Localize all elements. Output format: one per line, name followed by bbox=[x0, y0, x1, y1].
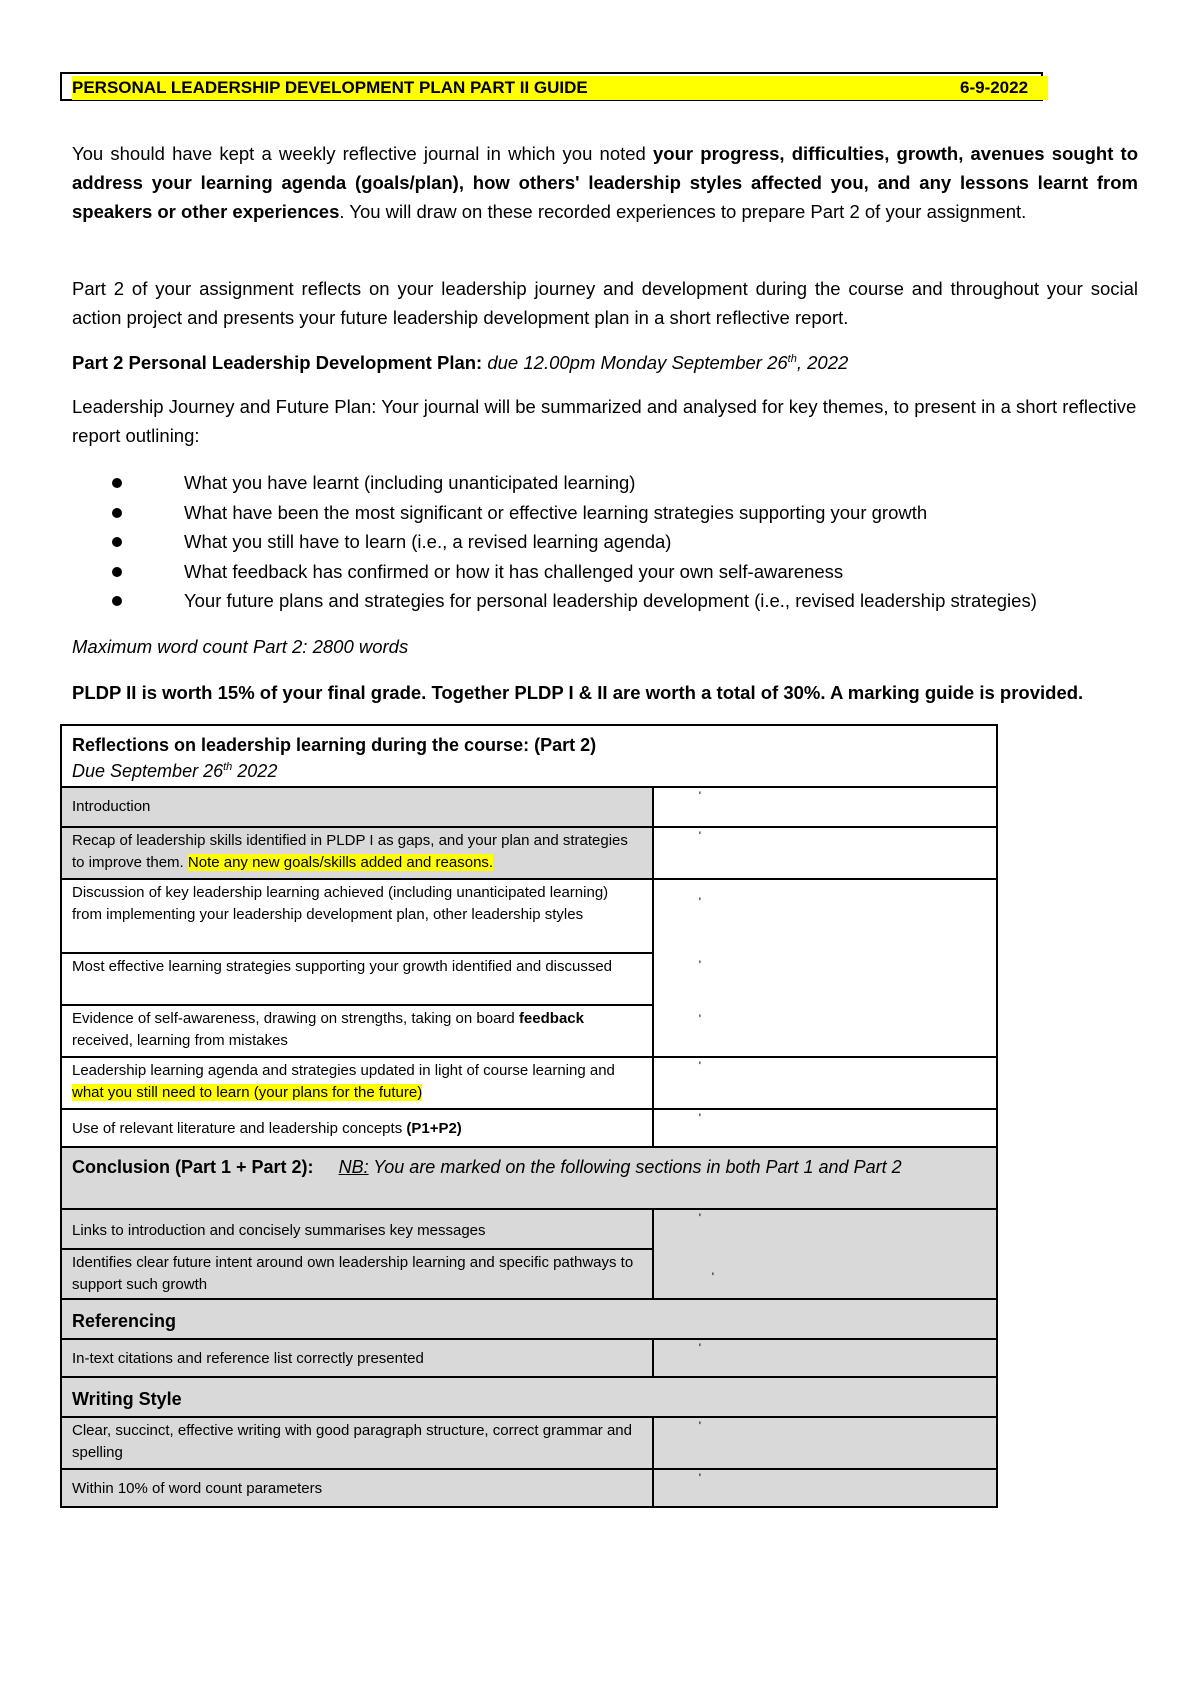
list-item bbox=[72, 586, 1162, 616]
criterion-text: Use of relevant literature and leadership concepts bbox=[72, 1120, 407, 1137]
section-due-text: Due September 26 bbox=[72, 761, 224, 781]
table-row bbox=[61, 953, 997, 1005]
list-item bbox=[72, 498, 1162, 528]
table-row bbox=[61, 1339, 997, 1377]
mark-glyph: ' bbox=[698, 1419, 702, 1433]
mark-glyph: ' bbox=[698, 829, 702, 843]
mark-glyph: ' bbox=[698, 958, 702, 972]
criterion-bold: (P1+P2) bbox=[406, 1120, 462, 1137]
bullet-icon bbox=[112, 508, 122, 518]
due-date-value: due 12.00pm Monday September 26 bbox=[482, 352, 788, 373]
mark-cell[interactable] bbox=[653, 1109, 997, 1147]
intro-paragraph-journal bbox=[72, 139, 1138, 226]
document-date: 6-9-2022 bbox=[828, 76, 1048, 100]
section-header-referencing: Referencing bbox=[61, 1299, 997, 1339]
bullet-icon bbox=[112, 567, 122, 577]
nb-label: NB: bbox=[338, 1157, 369, 1177]
bullet-icon bbox=[112, 537, 122, 547]
section-title: Reflections on leadership learning during the course: (Part 2) bbox=[72, 735, 597, 755]
criterion-cell bbox=[61, 1005, 653, 1057]
table-row bbox=[61, 879, 997, 953]
section-due-year: 2022 bbox=[232, 761, 278, 781]
criterion-text: Evidence of self-awareness, drawing on strengths, taking on board bbox=[72, 1010, 519, 1027]
criterion-cell: Clear, succinct, effective writing with good paragraph structure, correct grammar and spelling bbox=[61, 1417, 653, 1469]
mark-cell[interactable] bbox=[653, 1209, 997, 1249]
outline-bullet-list bbox=[72, 468, 1162, 616]
table-row bbox=[61, 725, 997, 787]
list-item-text: Your future plans and strategies for personal leadership development (i.e., revised leadership strategies) bbox=[184, 590, 1037, 611]
section-header-conclusion bbox=[61, 1147, 997, 1209]
mark-glyph: ' bbox=[698, 1471, 702, 1485]
criterion-cell: Most effective learning strategies supporting your growth identified and discussed bbox=[61, 953, 653, 1005]
marking-guide-table bbox=[60, 724, 998, 1508]
due-date-year: , 2022 bbox=[796, 352, 849, 373]
criterion-cell: Links to introduction and concisely summarises key messages bbox=[61, 1209, 653, 1249]
document-title: PERSONAL LEADERSHIP DEVELOPMENT PLAN PART II GUIDE bbox=[72, 76, 832, 100]
table-row bbox=[61, 1417, 997, 1469]
bullet-icon bbox=[112, 596, 122, 606]
section-due bbox=[72, 758, 986, 784]
table-row bbox=[61, 787, 997, 827]
mark-glyph: ' bbox=[698, 1012, 702, 1026]
list-item bbox=[72, 468, 1162, 498]
mark-cell[interactable] bbox=[653, 1249, 997, 1299]
mark-cell[interactable] bbox=[653, 1469, 997, 1507]
mark-cell[interactable] bbox=[653, 827, 997, 879]
criterion-cell: In-text citations and reference list correctly presented bbox=[61, 1339, 653, 1377]
table-row bbox=[61, 1109, 997, 1147]
list-item-text: What you have learnt (including unanticipated learning) bbox=[184, 472, 636, 493]
table-row bbox=[61, 1147, 997, 1209]
criterion-cell: Within 10% of word count parameters bbox=[61, 1469, 653, 1507]
mark-glyph: ' bbox=[698, 1341, 702, 1355]
list-item-text: What feedback has confirmed or how it has challenged your own self-awareness bbox=[184, 560, 844, 582]
criterion-cell: Discussion of key leadership learning achieved (including unanticipated learning) from implementing your leadership development plan, other leadership styles bbox=[61, 879, 653, 953]
mark-glyph: ' bbox=[698, 895, 702, 909]
mark-cell[interactable] bbox=[653, 953, 997, 1005]
grade-weight-note: PLDP II is worth 15% of your final grade. Together PLDP I & II are worth a total of 30%. A marking guide is provided. bbox=[72, 682, 1084, 703]
highlighted-note: Note any new goals/skills added and reasons. bbox=[187, 854, 494, 871]
section-header-writing-style: Writing Style bbox=[61, 1377, 997, 1417]
criterion-text-end: received, learning from mistakes bbox=[72, 1032, 288, 1049]
word-count-note: Maximum word count Part 2: 2800 words bbox=[72, 636, 409, 657]
bullet-icon bbox=[112, 478, 122, 488]
criterion-cell bbox=[61, 1109, 653, 1147]
mark-glyph: ' bbox=[711, 1270, 715, 1284]
criterion-cell: Introduction bbox=[61, 787, 653, 827]
mark-glyph: ' bbox=[698, 789, 702, 803]
table-row bbox=[61, 1057, 997, 1109]
table-row bbox=[61, 1469, 997, 1507]
table-row bbox=[61, 1005, 997, 1057]
mark-glyph: ' bbox=[698, 1211, 702, 1225]
mark-cell[interactable] bbox=[653, 1005, 997, 1057]
journey-paragraph: Leadership Journey and Future Plan: Your journal will be summarized and analysed for key themes, to present in a short reflective report outlining: bbox=[72, 396, 1137, 446]
list-item-text: What you still have to learn (i.e., a revised learning agenda) bbox=[184, 531, 672, 552]
table-row bbox=[61, 1299, 997, 1339]
list-item-text: What have been the most significant or effective learning strategies supporting your growth bbox=[184, 501, 928, 523]
document-header bbox=[60, 72, 1043, 101]
table-row bbox=[61, 1209, 997, 1249]
table-row bbox=[61, 827, 997, 879]
section-due-sup: th bbox=[223, 761, 233, 773]
section-title: Conclusion (Part 1 + Part 2): bbox=[72, 1157, 314, 1177]
criterion-text: Recap of leadership skills identified in PLDP I as gaps, and your plan and strategies to improve them. bbox=[72, 832, 628, 871]
due-date-label: Part 2 Personal Leadership Development Plan: bbox=[72, 352, 483, 373]
intro-p1-text: You should have kept a weekly reflective journal in which you noted bbox=[72, 143, 654, 164]
mark-cell[interactable] bbox=[653, 1057, 997, 1109]
list-item bbox=[72, 527, 1162, 557]
mark-glyph: ' bbox=[698, 1059, 702, 1073]
intro-p1-end: . You will draw on these recorded experiences to prepare Part 2 of your assignment. bbox=[339, 201, 1027, 222]
due-date-sup: th bbox=[787, 352, 797, 365]
mark-glyph: ' bbox=[698, 1111, 702, 1125]
criterion-text: Leadership learning agenda and strategies updated in light of course learning and bbox=[72, 1062, 615, 1079]
section-note: You are marked on the following sections in both Part 1 and Part 2 bbox=[368, 1157, 902, 1177]
list-item bbox=[72, 557, 1162, 587]
mark-cell[interactable] bbox=[653, 879, 997, 953]
table-row bbox=[61, 1377, 997, 1417]
criterion-cell bbox=[61, 1057, 653, 1109]
mark-cell[interactable] bbox=[653, 1417, 997, 1469]
highlighted-note: what you still need to learn (your plans for the future) bbox=[72, 1084, 423, 1101]
criterion-cell: Identifies clear future intent around own leadership learning and specific pathways to support such growth bbox=[61, 1249, 653, 1299]
criterion-bold: feedback bbox=[518, 1010, 584, 1027]
table-row bbox=[61, 1249, 997, 1299]
criterion-cell bbox=[61, 827, 653, 879]
intro-paragraph-part2: Part 2 of your assignment reflects on your leadership journey and development during the course and throughout your social action project and presents your future leadership development plan in a short reflective report. bbox=[72, 278, 1138, 328]
intro-p1-bold: your progress, difficulties, growth, avenues sought to address your learning agenda (goals/plan), how others' leadership styles affected you, and any lessons learnt from speakers or other experiences bbox=[72, 143, 1138, 222]
due-date-line bbox=[72, 348, 1138, 377]
mark-cell[interactable] bbox=[653, 787, 997, 827]
mark-cell[interactable] bbox=[653, 1339, 997, 1377]
section-header-reflections bbox=[61, 725, 997, 787]
